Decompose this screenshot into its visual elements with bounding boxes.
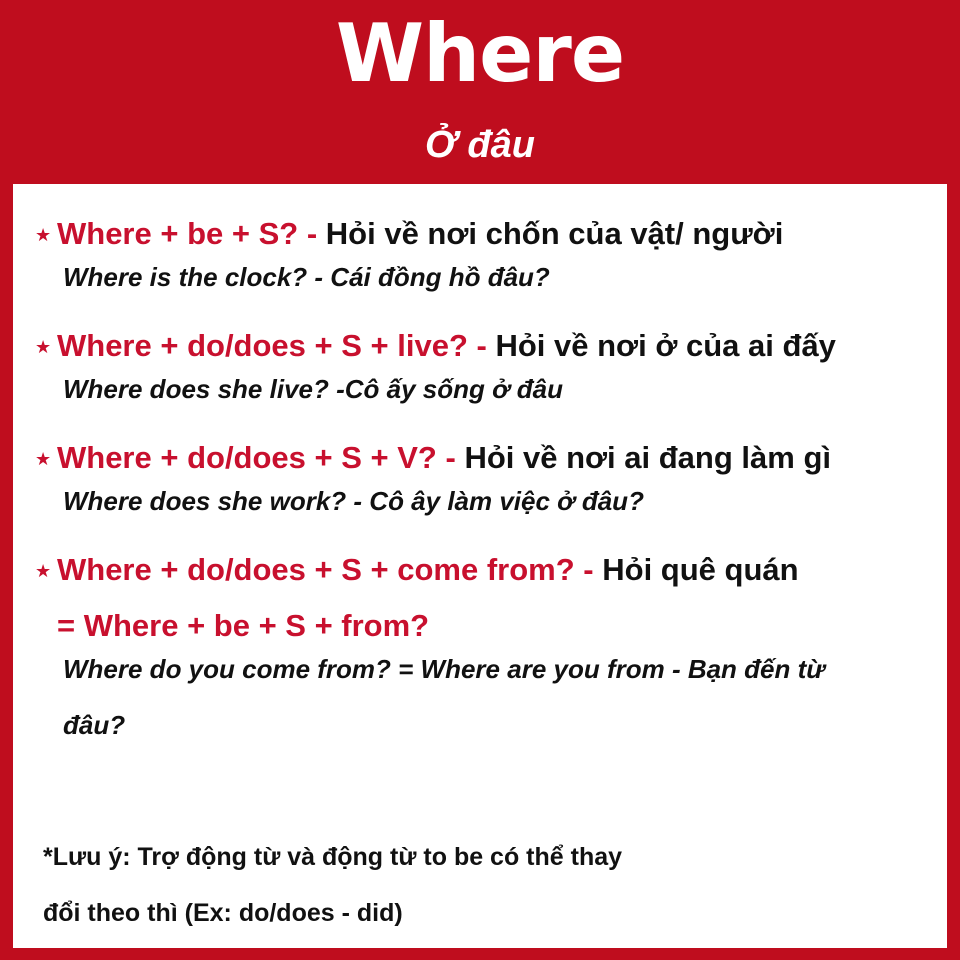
star-icon: ★ [35, 449, 52, 469]
note-line-1: *Lưu ý: Trợ động từ và động từ to be có thể thay [43, 843, 623, 871]
rule-1-formula: Where + be + S? [57, 216, 299, 251]
rule-4-meaning: Hỏi quê quán [602, 552, 799, 587]
rule-1-separator: - [306, 216, 318, 251]
rule-4-example-line-1: Where do you come from? = Where are you from - Bạn đến từ [63, 654, 825, 684]
rule-1-meaning: Hỏi về nơi chốn của vật/ người [325, 216, 784, 251]
rule-1-example: Where is the clock? - Cái đồng hồ đâu? [63, 262, 550, 292]
rule-3-formula: Where + do/does + S + V? [57, 440, 437, 475]
star-icon: ★ [35, 561, 52, 581]
rule-2-formula: Where + do/does + S + live? [57, 328, 468, 363]
rule-4 [35, 550, 799, 591]
content-panel [13, 184, 947, 948]
page-title: Where [335, 7, 625, 100]
rule-3-meaning: Hỏi về nơi ai đang làm gì [464, 440, 831, 475]
rule-3 [35, 438, 831, 479]
rule-4-example-line-2: đâu? [63, 710, 126, 740]
rule-2-example: Where does she live? -Cô ấy sống ở đâu [63, 374, 564, 404]
page-subtitle: Ở đâu [425, 124, 535, 166]
rule-3-separator: - [445, 440, 456, 475]
rule-3-example: Where does she work? - Cô ây làm việc ở đâu? [63, 486, 644, 516]
rule-4-separator: - [583, 552, 594, 587]
rule-4-formula: Where + do/does + S + come from? [57, 552, 575, 587]
star-icon: ★ [35, 337, 52, 357]
rule-4-alt-formula: = Where + be + S + from? [57, 608, 430, 643]
rule-2 [35, 326, 836, 367]
rule-1 [35, 214, 783, 255]
note-line-2: đổi theo thì (Ex: do/does - did) [43, 899, 403, 927]
rule-2-separator: - [476, 328, 487, 363]
rule-2-meaning: Hỏi về nơi ở của ai đấy [495, 328, 836, 363]
star-icon: ★ [35, 225, 52, 245]
